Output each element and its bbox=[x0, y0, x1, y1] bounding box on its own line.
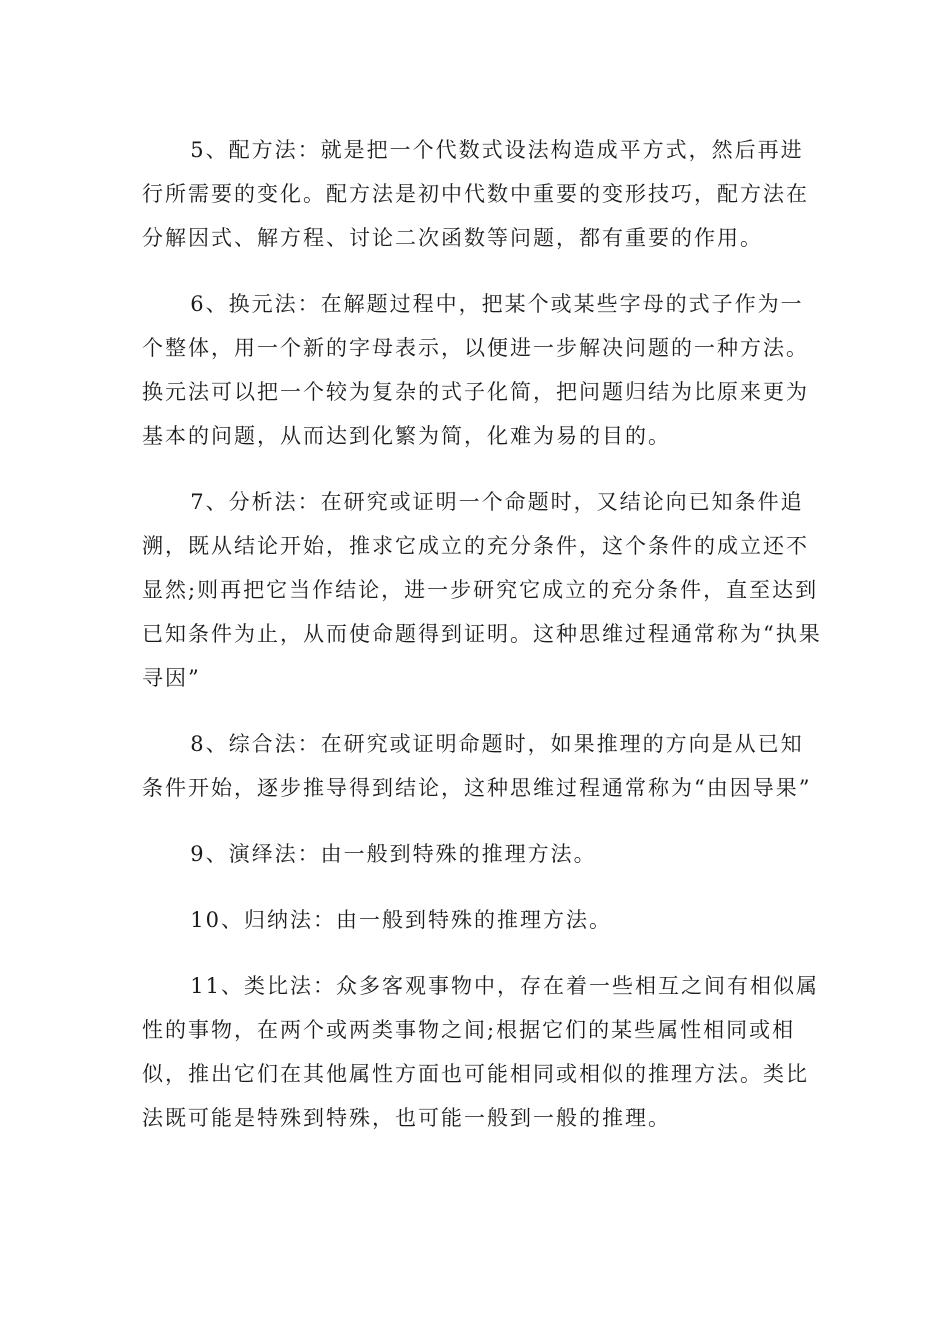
paragraph-method-10: 10、归纳法：由一般到特殊的推理方法。 bbox=[190, 908, 613, 932]
paragraph-method-5: 5、配方法：就是把一个代数式设法构造成平方式，然后再进行所需要的变化。配方法是初中代数中重要的变形技巧，配方法在分解因式、解方程、讨论二次函数等问题，都有重要的作用。 bbox=[142, 138, 809, 250]
paragraph-method-6: 6、换元法：在解题过程中，把某个或某些字母的式子作为一个整体，用一个新的字母表示，以便进一步解决问题的一种方法。换元法可以把一个较为复杂的式子化简，把问题归结为比原来更为基本的问题，从而达到化繁为简，化难为易的目的。 bbox=[142, 292, 809, 448]
paragraph-method-8: 8、综合法：在研究或证明命题时，如果推理的方向是从已知条件开始，逐步推导得到结论，这种思维过程通常称为“由因导果” bbox=[142, 732, 812, 800]
paragraph-method-11: 11、类比法：众多客观事物中，存在着一些相互之间有相似属性的事物，在两个或两类事物之间;根据它们的某些属性相同或相似，推出它们在其他属性方面也可能相同或相似的推理方法。类比法既可能是特殊到特殊，也可能一般到一般的推理。 bbox=[142, 974, 820, 1130]
paragraph-method-9: 9、演绎法：由一般到特殊的推理方法。 bbox=[190, 842, 597, 866]
document-body bbox=[142, 128, 822, 1140]
paragraph-method-7: 7、分析法：在研究或证明一个命题时，又结论向已知条件追溯，既从结论开始，推求它成立的充分条件，这个条件的成立还不显然;则再把它当作结论，进一步研究它成立的充分条件，直至达到已知条件为止，从而使命题得到证明。这种思维过程通常称为“执果寻因” bbox=[142, 490, 822, 690]
